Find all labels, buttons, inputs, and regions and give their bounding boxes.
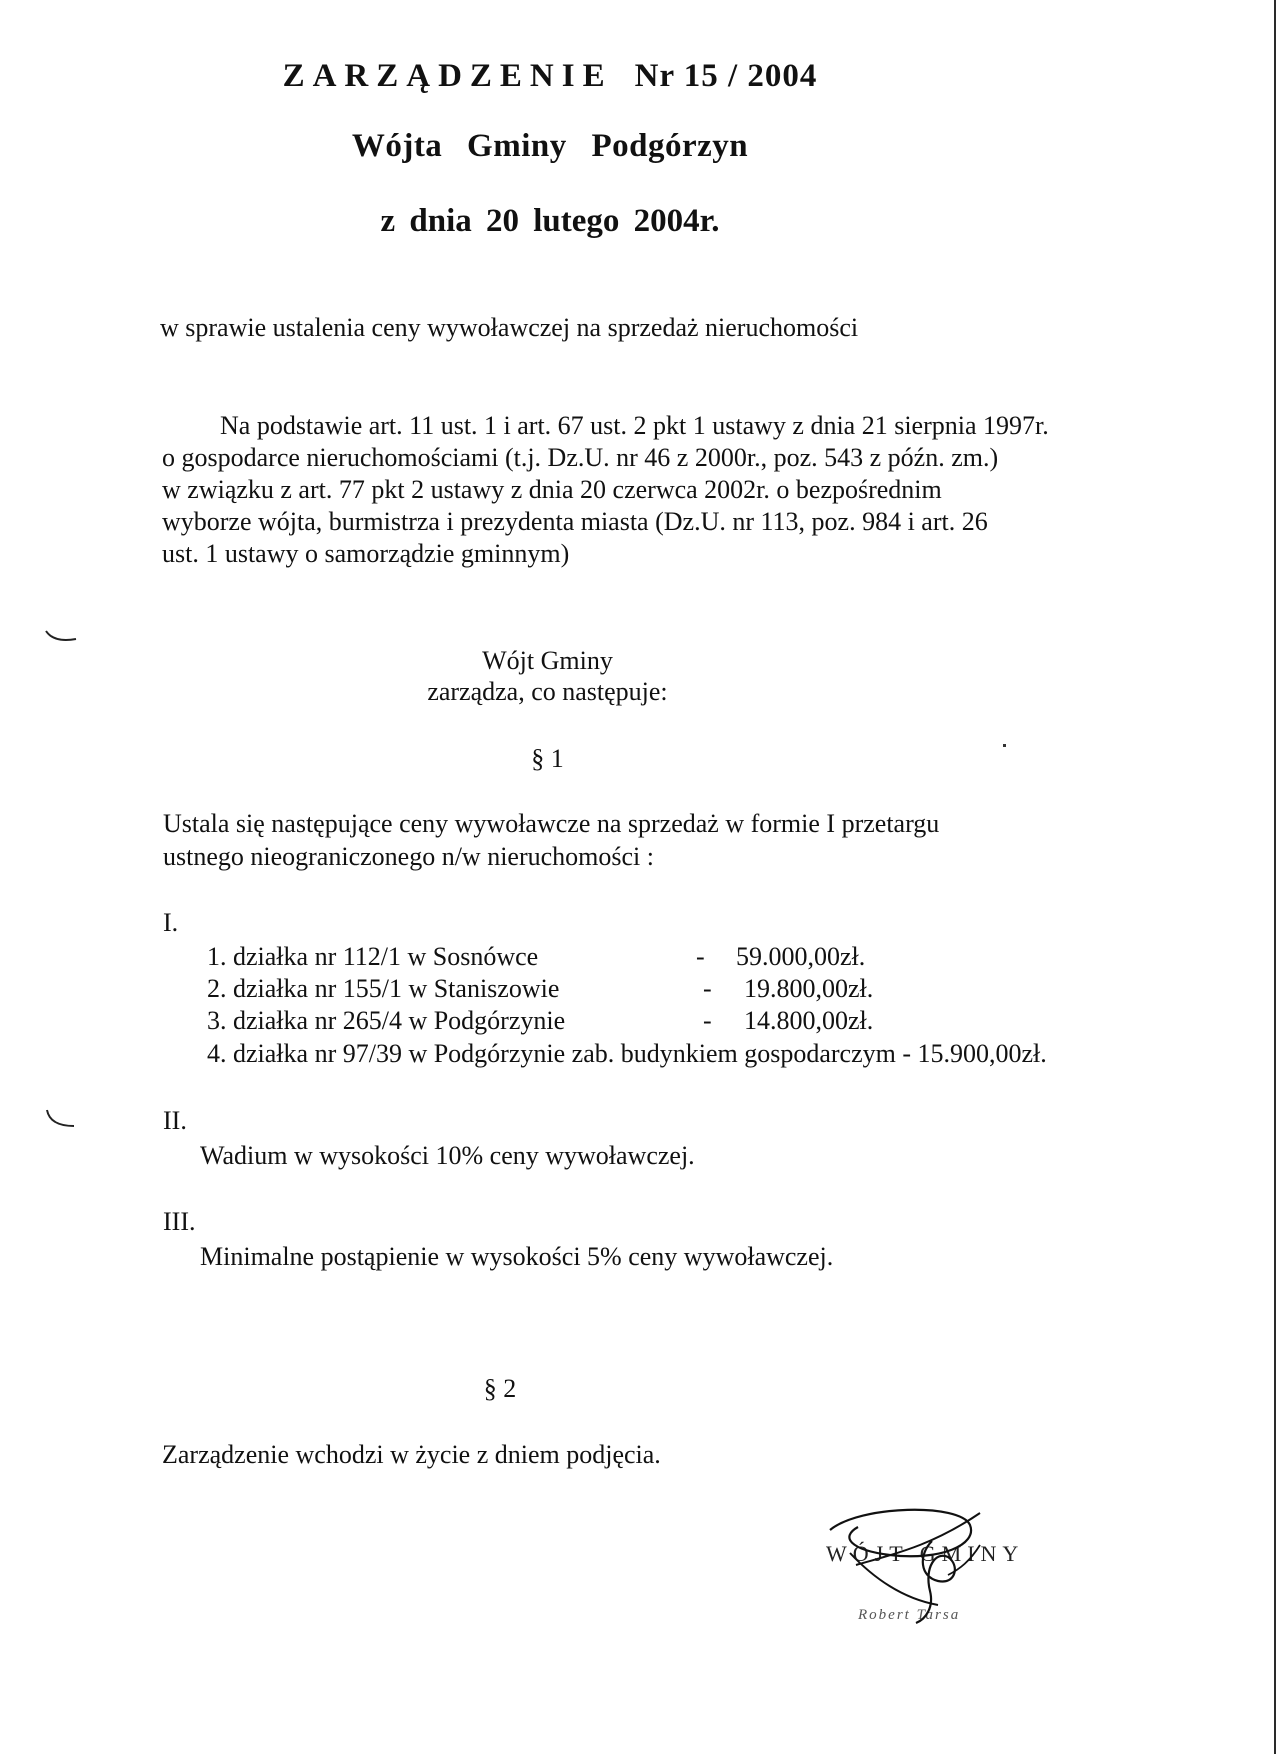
plot-item-dash: - [703, 1006, 712, 1035]
legal-basis-line-1: Na podstawie art. 11 ust. 1 i art. 67 ust. 2 pkt 1 ustawy z dnia 21 sierpnia 1997r. [220, 411, 1049, 440]
plot-item-label: 4. działka nr 97/39 w Podgórzynie zab. budynkiem gospodarczym - 15.900,00zł. [207, 1039, 1047, 1068]
plot-item-dash: - [696, 942, 705, 971]
legal-basis-line-2: o gospodarce nieruchomościami (t.j. Dz.U. nr 46 z 2000r., poz. 543 z późn. zm.) [162, 443, 999, 472]
part-3-numeral: III. [163, 1207, 196, 1236]
section-2-mark: § 2 [483, 1374, 517, 1403]
part-1-numeral: I. [163, 908, 179, 937]
decree-intro-authority: Wójt Gminy [482, 646, 613, 675]
part-3-text: Minimalne postąpienie w wysokości 5% ceny wywoławczej. [200, 1242, 834, 1271]
decree-number: Nr 15 / 2004 [634, 58, 818, 94]
decree-title: ZARZĄDZENIE [282, 58, 613, 94]
plot-item-price: 19.800,00zł. [744, 974, 874, 1003]
handwritten-signature [820, 1495, 1060, 1645]
legal-basis-line-4: wyborze wójta, burmistrza i prezydenta miasta (Dz.U. nr 113, poz. 984 i art. 26 [162, 507, 988, 536]
plot-item-label: 2. działka nr 155/1 w Staniszowie [207, 974, 560, 1003]
decree-intro-statement: zarządza, co następuje: [427, 677, 668, 706]
section-1-mark: § 1 [531, 744, 564, 773]
stamp-title: WÓJT GMINY [826, 1541, 1025, 1566]
signature-stamp [820, 1495, 1060, 1645]
stamp-official-name: Robert Tarsa [858, 1607, 961, 1623]
legal-basis-line-3: w związku z art. 77 pkt 2 ustawy z dnia 20 czerwca 2002r. o bezpośrednim [162, 475, 942, 504]
scan-speck [1003, 744, 1006, 747]
decree-subject: w sprawie ustalenia ceny wywoławczej na sprzedaż nieruchomości [160, 313, 859, 342]
plot-item-price: 14.800,00zł. [744, 1006, 874, 1035]
section-2-text: Zarządzenie wchodzi w życie z dniem podjęcia. [162, 1440, 661, 1469]
plot-item-dash: - [703, 974, 712, 1003]
decree-issuer: Wójta Gminy Podgórzyn [351, 128, 749, 164]
margin-hole-mark [44, 1108, 78, 1134]
legal-basis-line-5: ust. 1 ustawy o samorządzie gminnym) [162, 539, 570, 568]
plot-item-price: 59.000,00zł. [736, 942, 866, 971]
part-2-numeral: II. [163, 1106, 187, 1135]
plot-item-label: 1. działka nr 112/1 w Sosnówce [207, 942, 539, 971]
decree-date: z dnia 20 lutego 2004r. [380, 203, 720, 239]
section-1-intro-line-2: ustnego nieograniczonego n/w nieruchomości : [163, 842, 654, 871]
section-1-intro-line-1: Ustala się następujące ceny wywoławcze na sprzedaż w formie I przetargu [163, 809, 940, 838]
plot-item-label: 3. działka nr 265/4 w Podgórzynie [207, 1006, 566, 1035]
part-2-text: Wadium w wysokości 10% ceny wywoławczej. [200, 1141, 695, 1170]
document-title [0, 58, 1100, 95]
